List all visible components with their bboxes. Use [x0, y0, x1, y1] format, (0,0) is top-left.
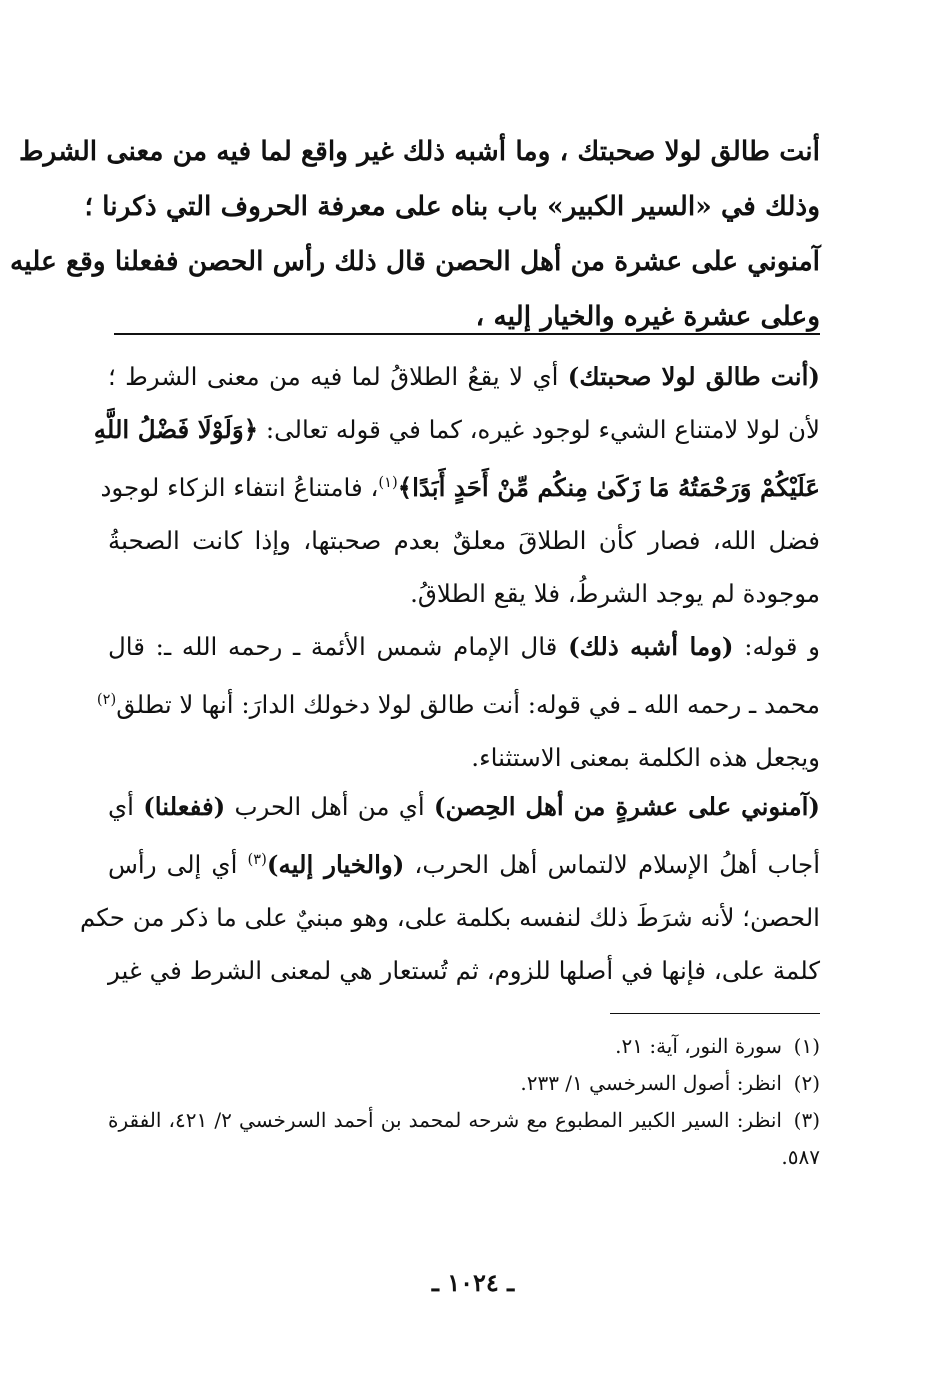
- matn-line: وعلى عشرة غيره والخيار إليه ،: [475, 301, 820, 332]
- sharh-text: لأن لولا لامتناع الشيء لوجود غيره، كما في قوله تعالى:: [258, 415, 820, 444]
- footnote-text: انظر: أصول السرخسي ١/ ٢٣٣.: [520, 1071, 782, 1095]
- sharh-text: أي: [108, 792, 144, 821]
- quoted-matn: (والخيار إليه): [266, 850, 405, 880]
- footnote-ref: (١): [378, 474, 398, 491]
- sharh-paragraph-3: [79, 780, 821, 997]
- quran-verse: عَلَيْكُمْ وَرَحْمَتُهُ مَا زَكَىٰ مِنكُم مِّنْ أَحَدٍ أَبَدًا﴾: [397, 473, 820, 503]
- sharh-line: [96, 673, 820, 731]
- sharh-paragraph-2: [96, 620, 820, 784]
- quran-verse: ﴿وَلَوْلَا فَضْلُ اللَّهِ: [93, 415, 259, 444]
- sharh-text: أي إلى رأس: [108, 850, 248, 880]
- sharh-line: [108, 620, 820, 673]
- sharh-line: [108, 833, 820, 891]
- sharh-text: محمد ـ رحمه الله ـ في قوله: أنت طالق لولا دخولك الدارَ: أنها لا تطلق: [116, 690, 820, 720]
- sharh-line: الحصن؛ لأنه شرَطَ ذلك لنفسه بكلمة على، وهو مبنيٌ على ما ذكر من حكم: [79, 903, 820, 933]
- sharh-text: و قوله:: [733, 632, 820, 661]
- sharh-line: [93, 403, 820, 456]
- footnote-divider: [610, 1013, 820, 1014]
- sharh-line: موجودة لم يوجد الشرطُ، فلا يقع الطلاقُ.: [410, 579, 820, 609]
- matn-line: وذلك في «السير الكبير» باب بناه على معرفة الحروف التي ذكرنا ؛: [84, 191, 820, 222]
- footnote-text: انظر: السير الكبير المطبوع مع شرحه لمحمد بن أحمد السرخسي ٢/ ٤٢١، الفقرة ٥٨٧.: [108, 1108, 820, 1169]
- sharh-paragraph-1: [93, 350, 820, 620]
- matn-line: أنت طالق لولا صحبتك ، وما أشبه ذلك غير واقع لما فيه من معنى الشرط: [18, 136, 820, 167]
- matn-line: آمنوني على عشرة من أهل الحصن قال ذلك رأس الحصن ففعلنا وقع عليه: [10, 246, 820, 277]
- quoted-matn: (وما أشبه ذلك): [568, 632, 734, 661]
- sharh-text: أي من أهل الحرب: [225, 792, 434, 821]
- footnote-number: (٢): [793, 1071, 820, 1095]
- footnote-item: [108, 1028, 820, 1065]
- sharh-line: [108, 350, 820, 403]
- sharh-line: ويجعل هذه الكلمة بمعنى الاستثناء.: [471, 743, 820, 773]
- sharh-text: أي لا يقعُ الطلاقُ لما فيه من معنى الشرط ؛: [108, 362, 568, 391]
- sharh-text: قال الإمام شمس الأئمة ـ رحمه الله ـ: قال: [108, 632, 569, 661]
- footnotes: [108, 1028, 820, 1176]
- sharh-text: أجاب أهلُ الإسلام لالتماس أهل الحرب،: [404, 850, 821, 880]
- footnote-item: [108, 1065, 820, 1102]
- footnote-ref: (٣): [247, 851, 267, 868]
- matn-text: [10, 124, 820, 344]
- quoted-matn: (ففعلنا): [143, 792, 226, 821]
- sharh-line: [100, 456, 820, 514]
- sharh-line: فضل الله، فصار كأن الطلاقَ معلقٌ بعدم صحبتها، وإذا كانت الصحبةُ: [108, 526, 820, 556]
- footnote-text: سورة النور، آية: ٢١.: [615, 1034, 782, 1058]
- footnote-ref: (٢): [96, 691, 117, 708]
- matn-divider: [114, 333, 820, 335]
- quoted-matn: (آمنوني على عشرةٍ من أهل الحِصن): [433, 792, 820, 821]
- footnote-number: (١): [793, 1034, 820, 1058]
- footnote-item: [108, 1102, 820, 1176]
- sharh-line: كلمة على، فإنها في أصلها للزوم، ثم تُستعار هي لمعنى الشرط في غير: [108, 956, 820, 986]
- sharh-text: ، فامتناعُ انتفاء الزكاء لوجود: [100, 473, 379, 503]
- footnote-number: (٣): [793, 1108, 820, 1132]
- quoted-matn: (أنت طالق لولا صحبتك): [567, 362, 820, 391]
- page-number: ـ ١٠٢٤ ـ: [431, 1268, 515, 1297]
- sharh-line: [108, 780, 820, 833]
